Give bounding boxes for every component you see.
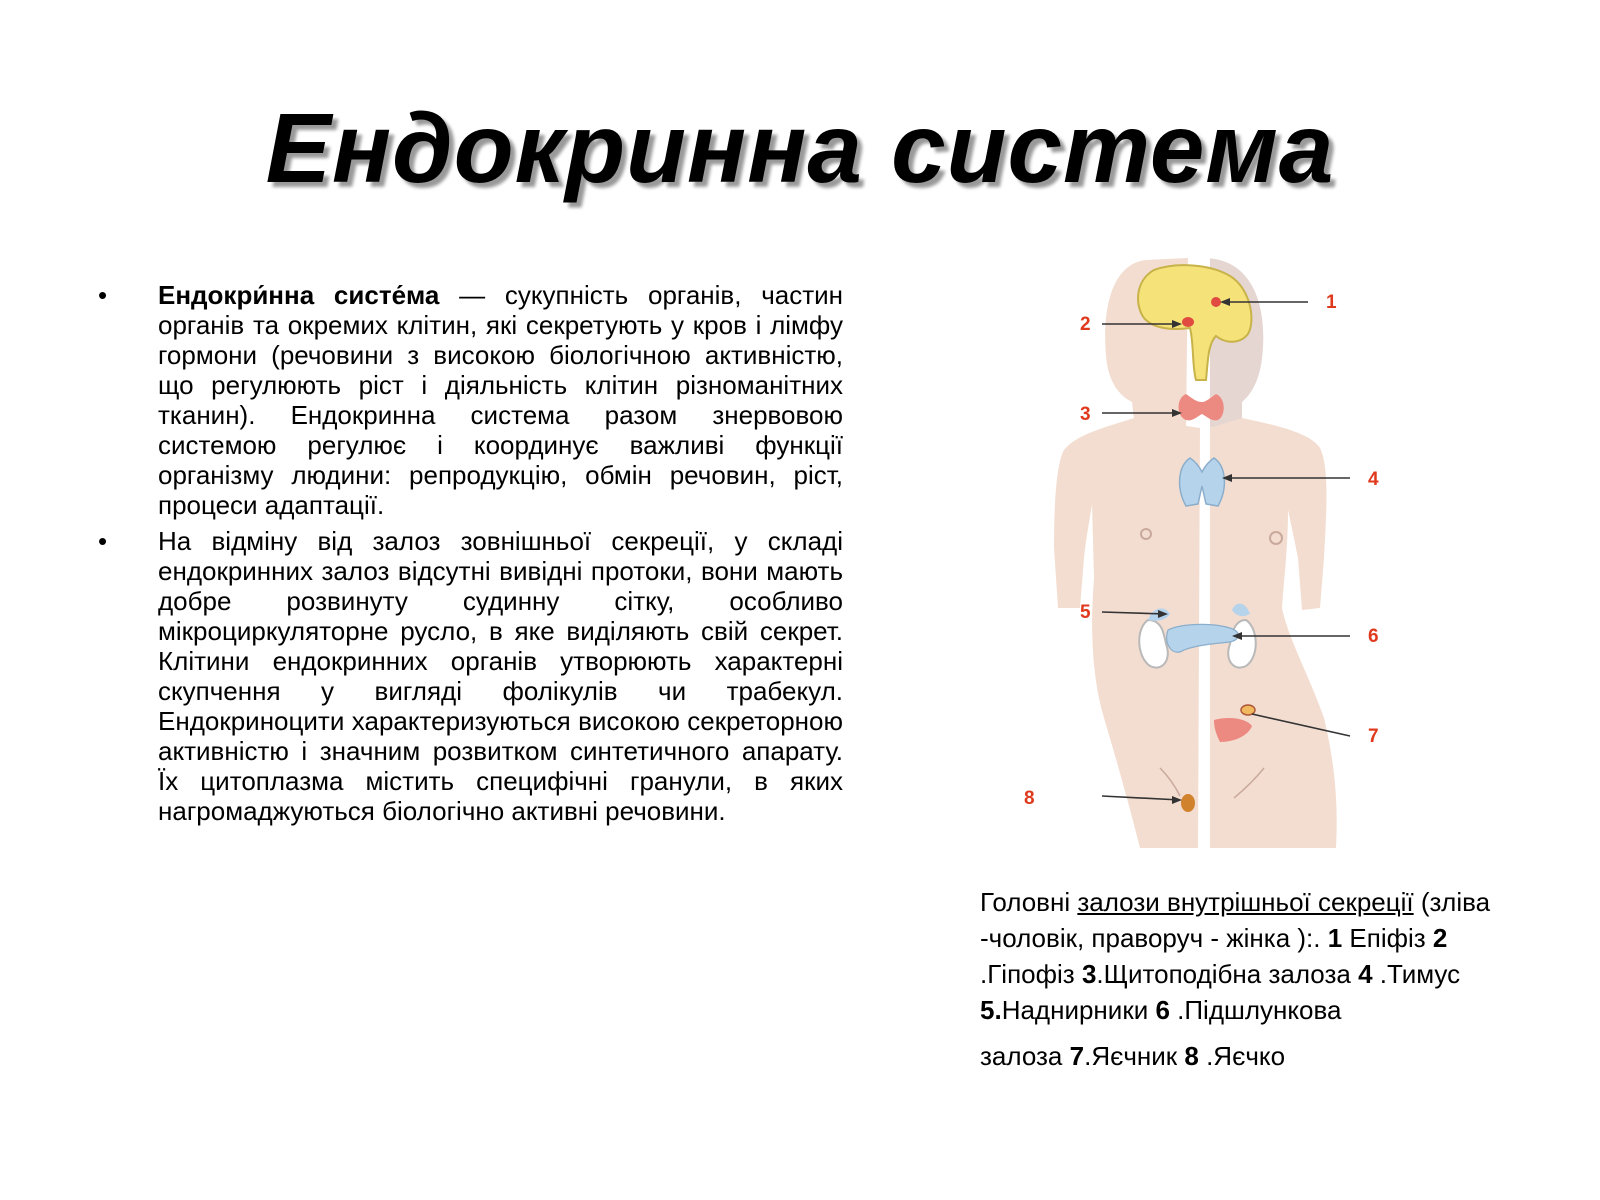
caption-text: .Тимус xyxy=(1372,959,1461,989)
label-5: 5 xyxy=(1080,602,1091,623)
label-4: 4 xyxy=(1368,469,1379,490)
figure-caption xyxy=(980,884,1590,1074)
caption-text: залоза xyxy=(980,1041,1070,1071)
caption-link[interactable]: залози внутрішньої секреції xyxy=(1077,887,1414,917)
caption-text: -чоловік, праворуч - жінка ):. xyxy=(980,923,1328,953)
caption-line-4 xyxy=(980,992,1590,1028)
testis xyxy=(1181,794,1195,812)
caption-text: Головні xyxy=(980,887,1078,917)
caption-text: Наднирники xyxy=(1001,995,1156,1025)
term-heading: Ендокри́нна систе́ма xyxy=(158,280,440,310)
bullet-list xyxy=(98,280,843,832)
label-8: 8 xyxy=(1024,788,1035,809)
list-item xyxy=(98,526,843,826)
caption-line-2 xyxy=(980,920,1590,956)
caption-text: .Яєчник xyxy=(1084,1041,1185,1071)
endocrine-diagram xyxy=(1020,248,1440,858)
caption-number: 4 xyxy=(1358,959,1373,989)
caption-line-1 xyxy=(980,884,1590,920)
caption-number: 7 xyxy=(1069,1041,1085,1071)
definition-text: — сукупність органів, частин органів та окремих клітин, які секретують у кров і лімфу гормони (речовини з високою біологічною активністю, що регулюють ріст і діяльність клітин різноманітних тканин). Ендокринна система разом знервовою системою регулює і координує важливі функції організму людини: репродукцію, обмін речовин, ріст, процеси адаптації. xyxy=(158,280,843,520)
bullet-marker: • xyxy=(98,526,108,556)
label-2: 2 xyxy=(1080,314,1091,335)
slide-title: Ендокринна система xyxy=(265,93,1335,203)
caption-text: Епіфіз xyxy=(1342,923,1433,953)
caption-line-3 xyxy=(980,956,1590,992)
caption-number: 2 xyxy=(1432,923,1448,953)
caption-line-5 xyxy=(980,1038,1590,1074)
bullet-marker: • xyxy=(98,280,108,310)
pineal-gland xyxy=(1211,297,1221,307)
list-item xyxy=(98,280,843,520)
caption-text: .Гіпофіз xyxy=(980,959,1082,989)
caption-text: (зліва xyxy=(1413,887,1491,917)
label-7: 7 xyxy=(1368,726,1379,747)
caption-number: 6 xyxy=(1155,995,1170,1025)
caption-number: 5. xyxy=(980,995,1002,1025)
label-1: 1 xyxy=(1326,292,1337,313)
caption-text: .Яєчко xyxy=(1198,1041,1286,1071)
caption-text: .Щитоподібна залоза xyxy=(1096,959,1359,989)
definition-paragraph xyxy=(158,280,843,520)
label-3: 3 xyxy=(1080,404,1091,425)
caption-number: 1 xyxy=(1327,923,1343,953)
caption-number: 8 xyxy=(1184,1041,1199,1071)
caption-number: 3 xyxy=(1081,959,1097,989)
description-paragraph: На відміну від залоз зовнішньої секреції, у складі ендокринних залоз відсутні вивідні протоки, вони мають добре розвинуту судинну сітку, особливо мікроциркуляторне русло, в яке виділяють свій секрет. Клітини ендокринних органів утворюють характерні скупчення у вигляді фолікулів чи трабекул. Ендокриноцити характеризуються високою секреторною активністю і значним розвитком синтетичного апарату. Їх цитоплазма містить специфічні гранули, в яких нагромаджуються біологічно активні речовини. xyxy=(158,526,843,826)
caption-text: .Підшлункова xyxy=(1169,995,1342,1025)
label-6: 6 xyxy=(1368,626,1379,647)
pituitary-gland xyxy=(1182,317,1194,327)
